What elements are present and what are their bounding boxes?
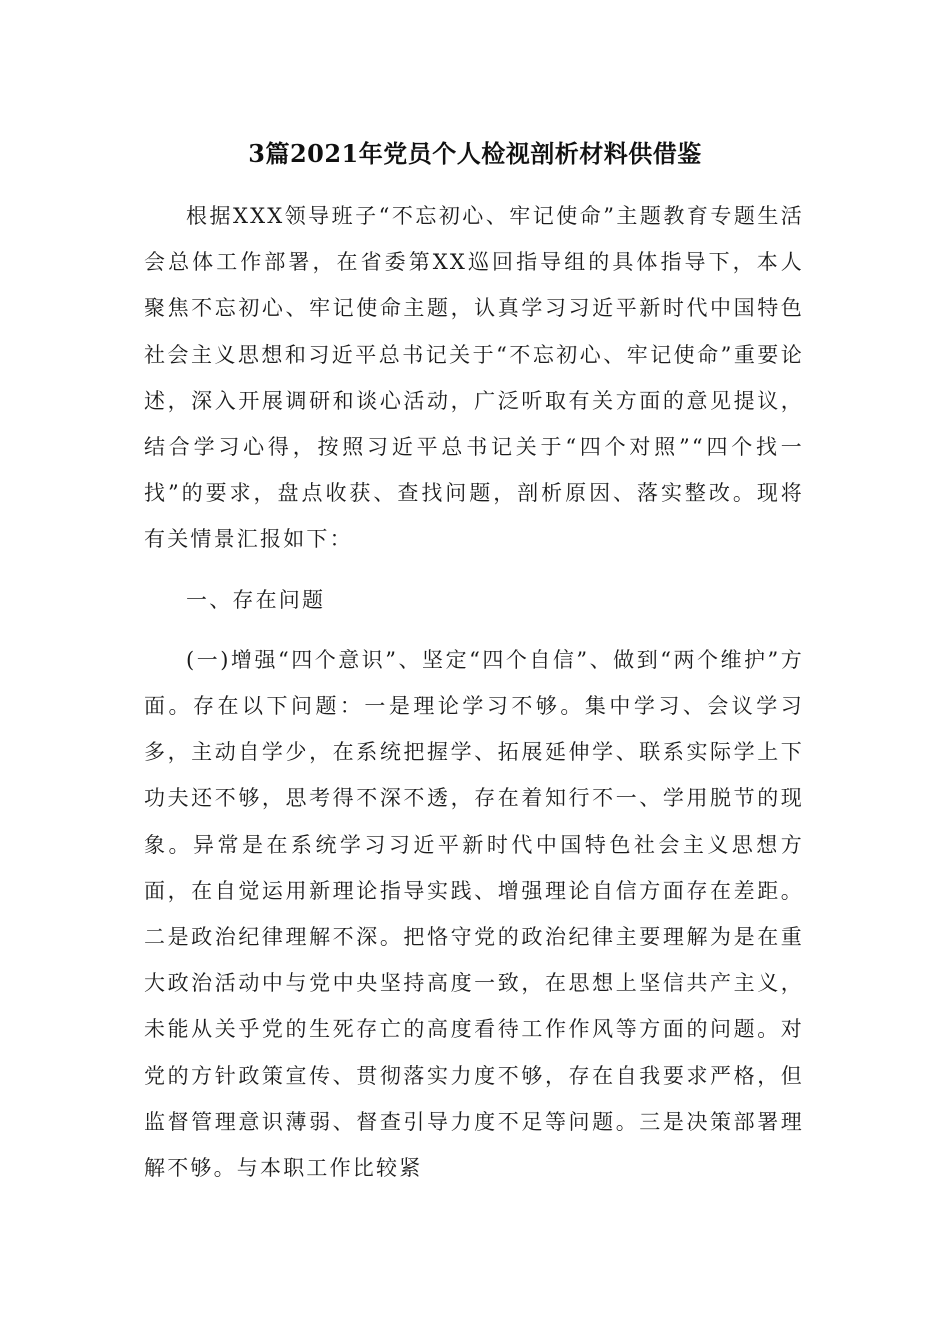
document-title: 3篇2021年党员个人检视剖析材料供借鉴 <box>248 139 702 168</box>
section-paragraph-1: (一)增强“四个意识”、坚定“四个自信”、做到“两个维护”方面。存在以下问题：一是理论学习不够。集中学习、会议学习多，主动自学少，在系统把握学、拓展延伸学、联系实际学上下功夫还不够，思考得不深不透，存在着知行不一、学用脱节的现象。异常是在系统学习习近平新时代中国特色社会主义思想方面，在自觉运用新理论指导实践、增强理论自信方面存在差距。二是政治纪律理解不深。把恪守党的政治纪律主要理解为是在重大政治活动中与党中央坚持高度一致，在思想上坚信共产主义，未能从关乎党的生死存亡的高度看待工作作风等方面的问题。对党的方针政策宣传、贯彻落实力度不够，存在自我要求严格，但监督管理意识薄弱、督查引导力度不足等问题。三是决策部署理解不够。与本职工作比较紧 <box>144 647 804 1181</box>
intro-paragraph: 根据XXX领导班子“不忘初心、牢记使命”主题教育专题生活会总体工作部署，在省委第XX巡回指导组的具体指导下，本人聚焦不忘初心、牢记使命主题，认真学习习近平新时代中国特色社会主义思想和习近平总书记关于“不忘初心、牢记使命”重要论述，深入开展调研和谈心活动，广泛听取有关方面的意见提议，结合学习心得，按照习近平总书记关于“四个对照”“四个找一找”的要求，盘点收获、查找问题，剖析原因、落实整改。现将有关情景汇报如下： <box>144 204 804 552</box>
section-heading-problems: 一、存在问题 <box>186 587 326 612</box>
document-body <box>144 193 804 1191</box>
